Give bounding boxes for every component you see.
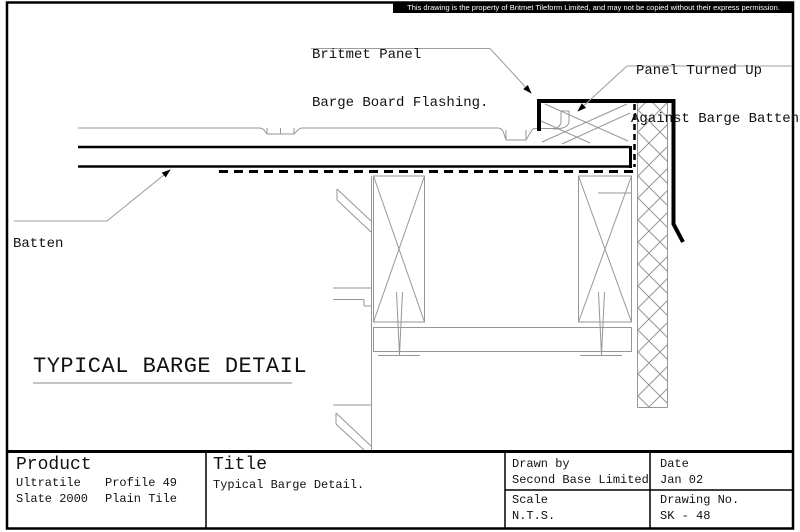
scale-cell [512,493,555,524]
product-column-2: Profile 49 Plain Tile [105,476,178,506]
date-label: Date [660,457,689,471]
copyright-text: This drawing is the property of Britmet Tileform Limited, and may not be copied without their express permission. [407,3,780,12]
batten-label: Batten [13,236,64,252]
drawn-by-label: Drawn by [512,457,570,471]
product-column-1: Ultratile Slate 2000 [16,476,89,506]
drawing-no-label: Drawing No. [660,493,740,507]
flashing-label: Britmet Panel Barge Board Flashing. [312,47,489,111]
date-cell [660,457,703,488]
product-header: Product [16,455,92,475]
drawn-by-cell [512,457,649,488]
scale-label: Scale [512,493,549,507]
panel-turned-up-label: Panel Turned Up Against Barge Batten [631,63,800,127]
drawing-no-value: SK - 48 [660,508,711,523]
copyright-banner [393,2,794,13]
drawn-by-value: Second Base Limited [512,472,649,487]
drawing-no-cell [660,493,739,524]
title-header: Title [213,455,268,475]
date-value: Jan 02 [660,472,704,487]
scale-value: N.T.S. [512,508,556,523]
thin-linework [78,103,668,450]
drawing-title: TYPICAL BARGE DETAIL [33,354,308,379]
title-value: Typical Barge Detail. [213,478,365,492]
